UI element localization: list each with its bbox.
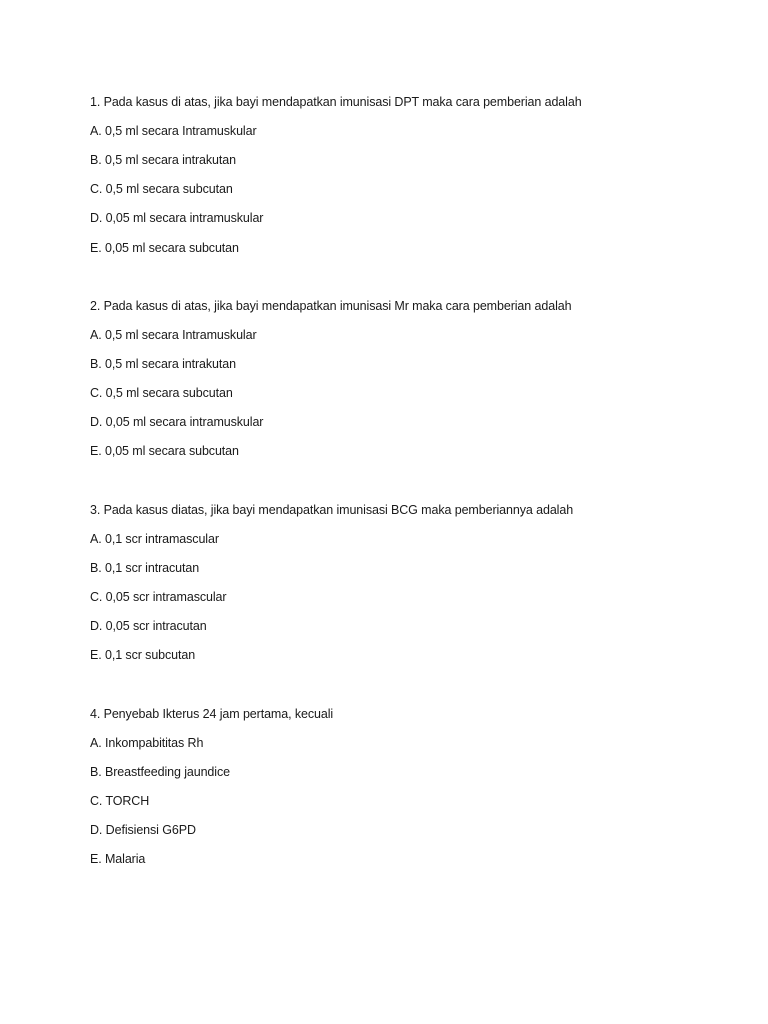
question-2-option-d: D. 0,05 ml secara intramuskular	[90, 415, 264, 429]
question-2-option-b: B. 0,5 ml secara intrakutan	[90, 357, 236, 371]
question-2-option-c: C. 0,5 ml secara subcutan	[90, 386, 233, 400]
question-4-option-d: D. Defisiensi G6PD	[90, 823, 196, 837]
question-3-option-d: D. 0,05 scr intracutan	[90, 619, 207, 633]
question-4-option-b: B. Breastfeeding jaundice	[90, 765, 230, 779]
question-1-option-b: B. 0,5 ml secara intrakutan	[90, 153, 236, 167]
question-1-text: 1. Pada kasus di atas, jika bayi mendapatkan imunisasi DPT maka cara pemberian adalah	[90, 95, 582, 109]
question-1-option-c: C. 0,5 ml secara subcutan	[90, 182, 233, 196]
question-3-option-e: E. 0,1 scr subcutan	[90, 648, 196, 662]
question-4-option-a: A. Inkompabititas Rh	[90, 736, 204, 750]
question-2-option-a: A. 0,5 ml secara Intramuskular	[90, 328, 257, 342]
question-4-option-e: E. Malaria	[90, 852, 146, 866]
question-3-option-b: B. 0,1 scr intracutan	[90, 561, 200, 575]
question-4-option-c: C. TORCH	[90, 794, 150, 808]
question-3-option-c: C. 0,05 scr intramascular	[90, 590, 227, 604]
question-2-option-e: E. 0,05 ml secara subcutan	[90, 444, 239, 458]
question-1-option-a: A. 0,5 ml secara Intramuskular	[90, 124, 257, 138]
question-3-option-a: A. 0,1 scr intramascular	[90, 532, 219, 546]
question-3-text: 3. Pada kasus diatas, jika bayi mendapatkan imunisasi BCG maka pemberiannya adalah	[90, 503, 574, 517]
question-1-option-e: E. 0,05 ml secara subcutan	[90, 241, 239, 255]
question-4-text: 4. Penyebab Ikterus 24 jam pertama, kecuali	[90, 707, 334, 721]
question-2-text: 2. Pada kasus di atas, jika bayi mendapatkan imunisasi Mr maka cara pemberian adalah	[90, 299, 572, 313]
question-1-option-d: D. 0,05 ml secara intramuskular	[90, 211, 264, 225]
